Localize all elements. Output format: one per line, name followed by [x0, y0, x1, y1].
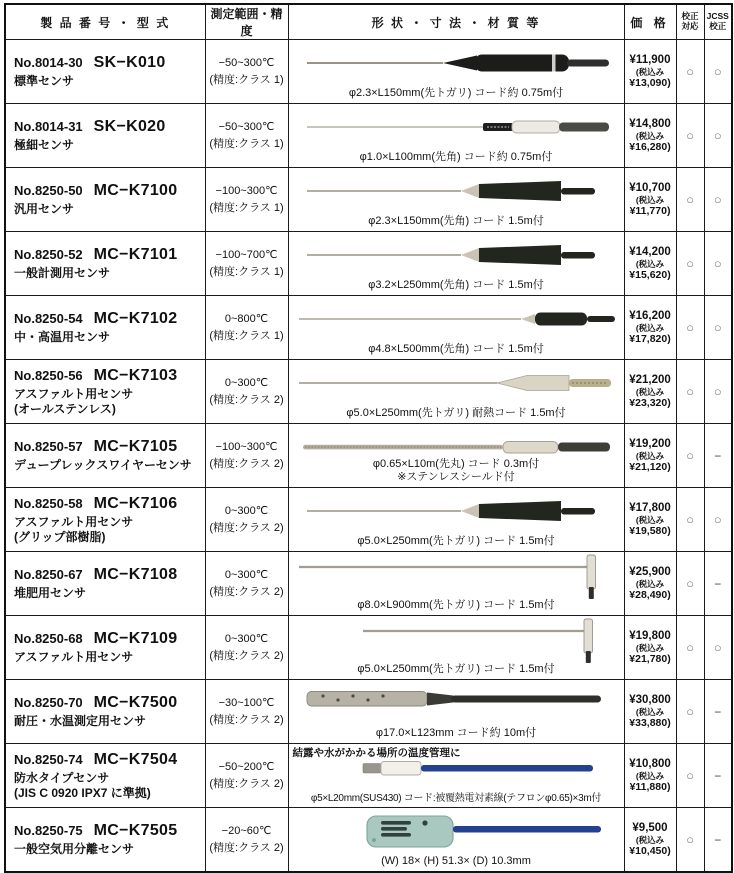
jcss-mark: ○ — [713, 640, 722, 655]
calibration-mark: ○ — [686, 704, 694, 719]
price-cell — [624, 424, 676, 488]
tax-note: (税込み — [635, 131, 665, 142]
product-number: No.8250-70 — [14, 695, 83, 710]
calibration-cell — [676, 808, 704, 873]
jcss-mark: − — [714, 704, 722, 719]
product-number: No.8250-57 — [14, 439, 83, 454]
shape-cell — [288, 360, 624, 424]
jcss-cell — [704, 40, 732, 104]
table-row — [5, 488, 732, 552]
price: ¥17,800 — [629, 501, 671, 514]
shape-cell — [288, 424, 624, 488]
sensor-illustration — [289, 554, 624, 605]
jcss-cell — [704, 360, 732, 424]
range-cell — [205, 488, 288, 552]
tax-price: ¥21,780) — [629, 653, 671, 666]
table-row — [5, 680, 732, 744]
product-name: 標準センサ — [14, 74, 75, 88]
product-name: 一般空気用分離センサ — [14, 842, 135, 856]
tax-note: (税込み — [635, 771, 665, 782]
price-cell — [624, 168, 676, 232]
range-cell — [205, 808, 288, 873]
product-number: No.8250-50 — [14, 183, 83, 198]
calibration-mark: ○ — [686, 192, 694, 207]
jcss-mark: − — [714, 768, 722, 783]
measurement-range: −50~300℃ — [218, 121, 275, 133]
tax-price: ¥16,280) — [629, 141, 671, 154]
product-cell — [5, 104, 205, 168]
shape-cell — [288, 616, 624, 680]
measurement-range: −20~60℃ — [221, 825, 272, 837]
sensor-illustration — [289, 234, 624, 283]
price: ¥14,200 — [629, 245, 671, 258]
spec-text-line2: ※ステンレスシールド付 — [397, 471, 515, 484]
spec-text: (W) 18× (H) 51.3× (D) 10.3mm — [381, 855, 531, 868]
product-cell — [5, 168, 205, 232]
calibration-mark: ○ — [686, 384, 694, 399]
sensor-illustration — [289, 362, 624, 411]
price: ¥9,500 — [632, 821, 668, 834]
jcss-mark: ○ — [713, 256, 722, 271]
table-row — [5, 168, 732, 232]
product-name: 中・高温用センサ — [14, 330, 111, 344]
range-cell — [205, 296, 288, 360]
product-number: No.8250-74 — [14, 751, 83, 767]
measurement-range: 0~800℃ — [224, 313, 269, 325]
measurement-range: −100~300℃ — [215, 185, 278, 197]
header-shape: 形 状 ・ 寸 法 ・ 材 質 等 — [288, 4, 624, 40]
range-cell — [205, 104, 288, 168]
jcss-cell — [704, 680, 732, 744]
model-number: MC−K7504 — [93, 750, 178, 768]
calibration-mark: ○ — [686, 768, 694, 783]
calibration-mark: ○ — [686, 640, 694, 655]
table-row — [5, 552, 732, 616]
model-number: MC−K7100 — [93, 182, 178, 199]
product-cell — [5, 232, 205, 296]
header-product: 製 品 番 号 ・ 型 式 — [5, 4, 205, 40]
measurement-range: −50~300℃ — [218, 57, 275, 69]
spec-text: φ5.0×L250mm(先トガリ) コード 1.5m付 — [357, 663, 555, 676]
calibration-cell — [676, 616, 704, 680]
accuracy: (精度:クラス 2) — [209, 521, 284, 534]
accuracy: (精度:クラス 2) — [209, 457, 284, 470]
product-name: アスファルト用センサ — [14, 514, 134, 529]
product-cell — [5, 680, 205, 744]
tax-price: ¥11,880) — [629, 781, 671, 794]
product-name-line2: (オールステンレス) — [14, 401, 116, 416]
shape-cell — [288, 808, 624, 873]
measurement-range: 0~300℃ — [224, 633, 269, 645]
range-cell — [205, 744, 288, 808]
accuracy: (精度:クラス 2) — [209, 393, 284, 406]
product-name: 一般計測用センサ — [14, 266, 111, 280]
accuracy: (精度:クラス 2) — [209, 777, 284, 790]
product-cell — [5, 40, 205, 104]
shape-cell — [288, 168, 624, 232]
price: ¥25,900 — [629, 565, 671, 578]
jcss-cell — [704, 808, 732, 873]
product-cell — [5, 424, 205, 488]
calibration-cell — [676, 104, 704, 168]
range-cell — [205, 40, 288, 104]
product-name: 堆肥用センサ — [14, 586, 87, 600]
spec-text: φ5.0×L250mm(先トガリ) コード 1.5m付 — [357, 535, 555, 548]
range-cell — [205, 168, 288, 232]
calibration-mark: ○ — [686, 64, 694, 79]
price: ¥21,200 — [629, 373, 671, 386]
model-number: MC−K7106 — [93, 494, 178, 512]
model-number: MC−K7101 — [93, 246, 178, 263]
accuracy: (精度:クラス 1) — [209, 201, 284, 214]
product-number: No.8250-54 — [14, 311, 83, 326]
price: ¥10,700 — [629, 181, 671, 194]
header-range: 測定範囲・精度 — [205, 4, 288, 40]
price-cell — [624, 616, 676, 680]
product-name-line2: (グリップ部樹脂) — [14, 529, 106, 544]
accuracy: (精度:クラス 2) — [209, 841, 284, 854]
tax-note: (税込み — [635, 835, 665, 846]
table-row — [5, 744, 732, 808]
tax-note: (税込み — [635, 387, 665, 398]
product-number: No.8250-56 — [14, 367, 83, 383]
tax-note: (税込み — [635, 195, 665, 206]
shape-cell — [288, 104, 624, 168]
tax-price: ¥13,090) — [629, 77, 671, 90]
measurement-range: −100~300℃ — [215, 441, 278, 453]
model-number: SK−K020 — [93, 118, 166, 135]
sensor-illustration — [289, 682, 624, 731]
table-row — [5, 296, 732, 360]
tax-price: ¥11,770) — [629, 205, 671, 218]
product-cell — [5, 552, 205, 616]
jcss-mark: − — [714, 576, 722, 591]
product-name: 耐圧・水温測定用センサ — [14, 714, 147, 728]
model-number: MC−K7103 — [93, 366, 178, 384]
sensor-illustration — [289, 756, 624, 789]
shape-cell — [288, 744, 624, 808]
product-name: 極細センサ — [14, 138, 75, 152]
jcss-cell — [704, 296, 732, 360]
product-number: No.8250-52 — [14, 247, 83, 262]
table-row — [5, 360, 732, 424]
calibration-mark: ○ — [686, 512, 694, 527]
product-cell — [5, 488, 205, 552]
price: ¥10,800 — [629, 757, 671, 770]
price-cell — [624, 744, 676, 808]
product-name: アスファルト用センサ — [14, 386, 134, 401]
measurement-range: 0~300℃ — [224, 569, 269, 581]
shape-cell — [288, 232, 624, 296]
sensor-illustration — [289, 490, 624, 539]
calibration-mark: ○ — [686, 448, 694, 463]
jcss-cell — [704, 616, 732, 680]
spec-text: φ5×L20mm(SUS430) コード:被覆熱電対素線(テフロンφ0.65)×3m付 — [310, 792, 602, 804]
jcss-mark: ○ — [713, 192, 722, 207]
jcss-mark: ○ — [713, 128, 722, 143]
sensor-illustration — [289, 106, 624, 155]
measurement-range: 0~300℃ — [224, 377, 269, 389]
header-calibration: 校正 対応 — [676, 4, 704, 40]
jcss-mark: ○ — [713, 64, 722, 79]
calibration-cell — [676, 232, 704, 296]
spec-text: φ0.65×L10m(先丸) コード 0.3m付 — [372, 457, 540, 470]
tax-note: (税込み — [635, 451, 665, 462]
jcss-mark: ○ — [713, 320, 722, 335]
calibration-mark: ○ — [686, 256, 694, 271]
product-name-line2: (JIS C 0920 IPX7 に準拠) — [14, 785, 151, 800]
price-cell — [624, 296, 676, 360]
price-cell — [624, 40, 676, 104]
calibration-cell — [676, 296, 704, 360]
tax-price: ¥28,490) — [629, 589, 671, 602]
range-cell — [205, 360, 288, 424]
calibration-mark: ○ — [686, 320, 694, 335]
product-catalog-table — [4, 3, 733, 873]
tax-note: (税込み — [635, 579, 665, 590]
product-number: No.8250-68 — [14, 631, 83, 646]
product-name: 汎用センサ — [14, 202, 75, 216]
calibration-mark: ○ — [686, 576, 694, 591]
accuracy: (精度:クラス 1) — [209, 265, 284, 278]
calibration-mark: ○ — [686, 832, 694, 847]
price: ¥19,800 — [629, 629, 671, 642]
accuracy: (精度:クラス 1) — [209, 329, 284, 342]
jcss-cell — [704, 168, 732, 232]
range-cell — [205, 680, 288, 744]
header-jcss: JCSS 校正 — [704, 4, 732, 40]
accuracy: (精度:クラス 2) — [209, 713, 284, 726]
product-number: No.8250-67 — [14, 567, 83, 582]
product-name: デュープレックスワイヤーセンサ — [14, 458, 192, 472]
tax-price: ¥17,820) — [629, 333, 671, 346]
price: ¥11,900 — [629, 53, 671, 66]
jcss-mark: ○ — [713, 512, 722, 527]
table-row — [5, 616, 732, 680]
shape-cell — [288, 488, 624, 552]
product-number: No.8250-75 — [14, 823, 83, 838]
sensor-illustration — [289, 298, 624, 347]
jcss-mark: ○ — [713, 384, 722, 399]
spec-text: φ1.0×L100mm(先角) コード約 0.75m付 — [359, 151, 553, 164]
shape-cell — [288, 552, 624, 616]
tax-price: ¥33,880) — [629, 717, 671, 730]
accuracy: (精度:クラス 2) — [209, 585, 284, 598]
shape-cell — [288, 680, 624, 744]
product-cell — [5, 616, 205, 680]
shape-cell — [288, 40, 624, 104]
tax-price: ¥10,450) — [629, 845, 671, 858]
accuracy: (精度:クラス 1) — [209, 137, 284, 150]
table-header-row — [5, 4, 732, 40]
price: ¥16,200 — [629, 309, 671, 322]
spec-text: φ2.3×L150mm(先トガリ) コード約 0.75m付 — [348, 87, 564, 100]
jcss-mark: − — [714, 448, 722, 463]
model-number: MC−K7108 — [93, 566, 178, 583]
product-number: No.8250-58 — [14, 495, 83, 511]
spec-text: φ5.0×L250mm(先トガリ) 耐熱コード 1.5m付 — [346, 407, 566, 420]
range-cell — [205, 424, 288, 488]
table-row — [5, 104, 732, 168]
calibration-mark: ○ — [686, 128, 694, 143]
price: ¥30,800 — [629, 693, 671, 706]
tax-price: ¥15,620) — [629, 269, 671, 282]
price-cell — [624, 360, 676, 424]
price: ¥19,200 — [629, 437, 671, 450]
model-number: MC−K7102 — [93, 310, 178, 327]
product-number: No.8014-31 — [14, 119, 83, 134]
calibration-cell — [676, 168, 704, 232]
header-price: 価 格 — [624, 4, 676, 40]
model-number: MC−K7505 — [93, 822, 178, 839]
measurement-range: −50~200℃ — [218, 761, 275, 773]
product-cell — [5, 744, 205, 808]
accuracy: (精度:クラス 1) — [209, 73, 284, 86]
spec-text: φ17.0×L123mm コード約 10m付 — [375, 727, 537, 740]
model-number: SK−K010 — [93, 54, 166, 71]
spec-text: φ3.2×L250mm(先角) コード 1.5m付 — [368, 279, 544, 292]
jcss-cell — [704, 552, 732, 616]
calibration-cell — [676, 488, 704, 552]
table-row — [5, 424, 732, 488]
model-number: MC−K7500 — [93, 694, 178, 711]
spec-text: φ8.0×L900mm(先トガリ) コード 1.5m付 — [357, 599, 555, 612]
product-cell — [5, 296, 205, 360]
calibration-cell — [676, 552, 704, 616]
sensor-illustration — [289, 42, 624, 91]
spec-text: φ2.3×L150mm(先角) コード 1.5m付 — [368, 215, 544, 228]
product-cell — [5, 808, 205, 873]
usage-note: 結露や水がかかる場所の温度管理に — [292, 747, 461, 759]
sensor-illustration — [289, 812, 624, 857]
price-cell — [624, 232, 676, 296]
calibration-cell — [676, 680, 704, 744]
product-name: アスファルト用センサ — [14, 650, 134, 664]
price-cell — [624, 680, 676, 744]
table-row — [5, 40, 732, 104]
table-row — [5, 808, 732, 873]
tax-note: (税込み — [635, 643, 665, 654]
jcss-mark: − — [714, 832, 722, 847]
jcss-cell — [704, 488, 732, 552]
product-number: No.8014-30 — [14, 55, 83, 70]
price-cell — [624, 552, 676, 616]
calibration-cell — [676, 744, 704, 808]
jcss-cell — [704, 424, 732, 488]
jcss-cell — [704, 104, 732, 168]
range-cell — [205, 232, 288, 296]
model-number: MC−K7105 — [93, 438, 178, 455]
price-cell — [624, 488, 676, 552]
sensor-illustration — [289, 170, 624, 219]
price-cell — [624, 808, 676, 873]
measurement-range: −30~100℃ — [218, 697, 275, 709]
tax-note: (税込み — [635, 515, 665, 526]
product-name: 防水タイプセンサ — [14, 770, 110, 785]
tax-note: (税込み — [635, 67, 665, 78]
table-row — [5, 232, 732, 296]
price-cell — [624, 104, 676, 168]
calibration-cell — [676, 360, 704, 424]
measurement-range: −100~700℃ — [215, 249, 278, 261]
product-cell — [5, 360, 205, 424]
spec-text: φ4.8×L500mm(先角) コード 1.5m付 — [368, 343, 544, 356]
price: ¥14,800 — [629, 117, 671, 130]
shape-cell — [288, 296, 624, 360]
tax-note: (税込み — [635, 323, 665, 334]
range-cell — [205, 616, 288, 680]
model-number: MC−K7109 — [93, 630, 178, 647]
tax-note: (税込み — [635, 259, 665, 270]
jcss-cell — [704, 232, 732, 296]
calibration-cell — [676, 40, 704, 104]
tax-price: ¥23,320) — [629, 397, 671, 410]
calibration-cell — [676, 424, 704, 488]
sensor-illustration — [289, 618, 624, 669]
tax-price: ¥19,580) — [629, 525, 671, 538]
range-cell — [205, 552, 288, 616]
measurement-range: 0~300℃ — [224, 505, 269, 517]
jcss-cell — [704, 744, 732, 808]
tax-note: (税込み — [635, 707, 665, 718]
accuracy: (精度:クラス 2) — [209, 649, 284, 662]
tax-price: ¥21,120) — [629, 461, 671, 474]
